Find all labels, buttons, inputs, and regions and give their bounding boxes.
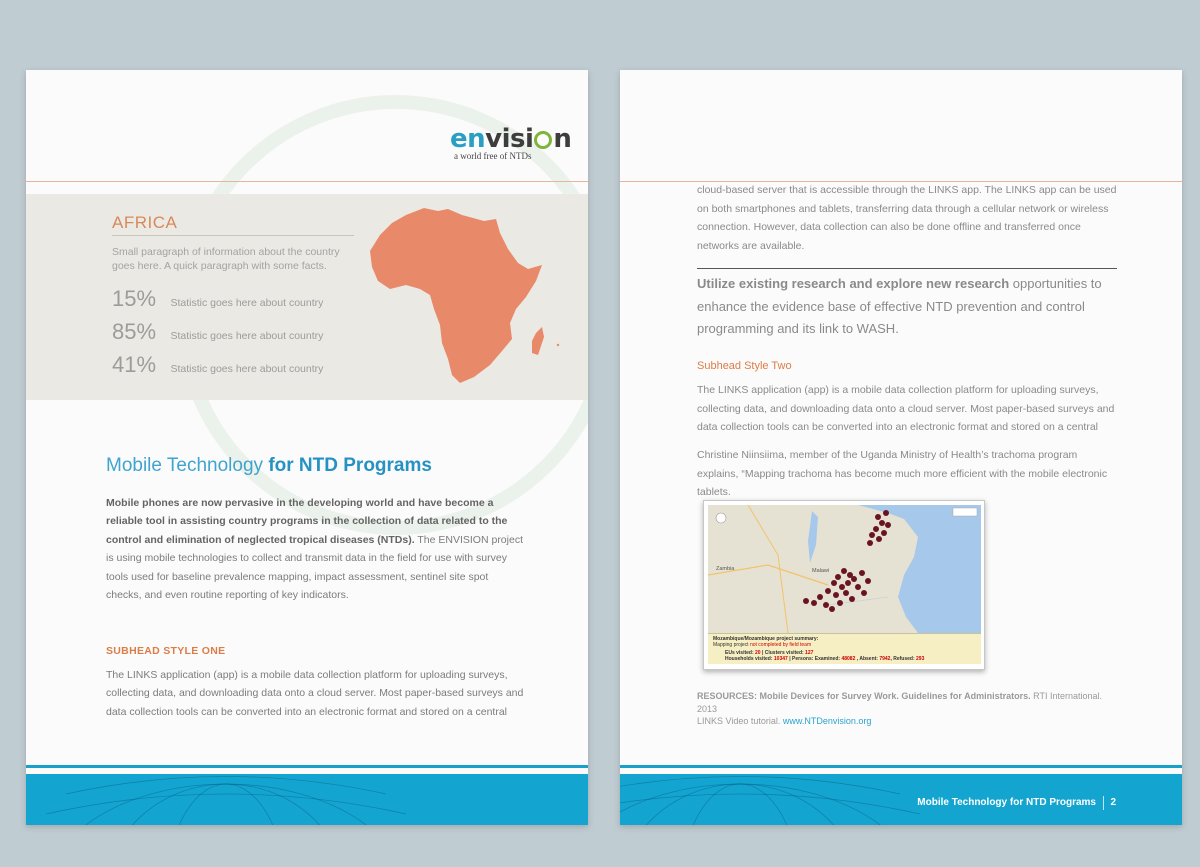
stat-label: Statistic goes here about country <box>170 330 324 342</box>
resources-link[interactable]: www.NTDenvision.org <box>782 716 872 726</box>
summary-row: Households visited: 10347 | Persons: Examined: 48082 , Absent: 7942, Refused: 293 <box>725 656 925 662</box>
survey-map-screenshot <box>703 500 985 670</box>
footer-band <box>620 774 1182 825</box>
footer-band <box>26 774 588 825</box>
stat-value: 85% <box>112 319 157 344</box>
stat-row <box>112 286 323 312</box>
footer-thin-bar <box>26 765 588 768</box>
subhead-one-body: The LINKS application (app) is a mobile data collection platform for uploading surveys, collecting data, and downloading data onto a cloud server. Most paper-based surveys and data collection tools can be converted into an electronic format and stored on a central <box>106 669 524 718</box>
intro-rest: The ENVISION project is using mobile technologies to collect and transmit data in the field for use with survey tools used for baseline prevalence mapping, impact assessment, sentinel site spot checks, and even routine reporting of key indicators. <box>106 533 523 602</box>
callout-rest: opportunities to enhance the evidence base of effective NTD prevention and control programming and its link to WASH. <box>697 276 1102 336</box>
callout-bold: Utilize existing research and explore new research <box>697 276 1010 291</box>
intro-bold: Mobile phones are now pervasive in the developing world and have become a reliable tool in assisting country programs in the collection of data related to the control and elimination of neglected tropical diseases (NTDs). <box>106 497 508 546</box>
stat-value: 41% <box>112 352 157 377</box>
stat-label: Statistic goes here about country <box>170 297 324 309</box>
subhead-style-one: SUBHEAD STYLE ONE <box>106 645 226 657</box>
stat-label: Statistic goes here about country <box>170 363 324 375</box>
resources-title: Mobile Devices for Survey Work. Guidelines for Administrators. <box>759 691 1031 701</box>
africa-panel <box>26 194 588 400</box>
envision-logo <box>450 125 580 161</box>
footer-page-number: 2 <box>1110 797 1116 808</box>
map-graphic <box>708 505 981 633</box>
logo-n: n <box>553 124 572 154</box>
globe-pattern-icon <box>620 774 1182 825</box>
callout-rule <box>697 268 1117 269</box>
callout-text <box>697 273 1107 341</box>
main-title-bold: for NTD Programs <box>268 455 432 476</box>
africa-map-icon <box>366 205 566 393</box>
logo-tagline: a world free of NTDs <box>454 151 532 161</box>
summary-subtitle: Mapping project not completed by field team <box>713 642 812 648</box>
africa-title-underline <box>112 235 354 236</box>
footer-title: Mobile Technology for NTD Programs <box>917 797 1096 808</box>
map-label-malawi: Malawi <box>812 568 830 574</box>
main-title-light: Mobile Technology <box>106 455 264 476</box>
map-area <box>708 505 981 633</box>
footer-thin-bar <box>620 765 1182 768</box>
subhead-style-two: Subhead Style Two <box>697 360 792 372</box>
page-one <box>26 70 588 825</box>
logo-en: en <box>450 124 486 154</box>
madagascar-shape <box>532 327 544 355</box>
globe-pattern-icon <box>26 774 588 825</box>
stat-value: 15% <box>112 286 157 311</box>
stat-row <box>112 319 323 345</box>
continued-paragraph: cloud-based server that is accessible through the LINKS app. The LINKS app can be used on both smartphones and tablets, transferring data through a cellular network or wireless connection. However, data collection can also be done offline and transferred once networks are available. <box>697 184 1117 252</box>
logo-visi: visi <box>485 124 534 154</box>
page-two <box>620 70 1182 825</box>
footer-divider <box>1103 796 1104 810</box>
resources-rest: RTI International. 2013 <box>697 691 1102 714</box>
resources-line2: LINKS Video tutorial. <box>697 716 781 726</box>
header-rule <box>26 181 588 182</box>
logo-ring-icon <box>534 131 552 149</box>
summary-title: Mozambique/Mozambique project summary: <box>713 636 819 642</box>
resources-block <box>697 690 1117 728</box>
stat-row <box>112 352 323 378</box>
africa-description: Small paragraph of information about the country goes here. A quick paragraph with some facts. <box>112 246 340 272</box>
map-label-zambia: Zambia <box>716 566 735 572</box>
subhead-two-body: The LINKS application (app) is a mobile data collection platform for uploading surveys, collecting data, and downloading data onto a cloud server. Most paper-based surveys and data collection tools can be converted into an electronic format and stored on a central <box>697 384 1115 433</box>
summary-row: EUs visited: 20 | Clusters visited: 127 <box>725 650 814 656</box>
main-title <box>106 455 432 477</box>
intro-paragraph <box>106 494 524 604</box>
quote-paragraph: Christine Niinsiima, member of the Uganda Ministry of Health’s trachoma program explains, “Mapping trachoma has become much more efficient with the mobile electronic tablets. <box>697 449 1108 498</box>
map-summary-panel <box>708 633 981 664</box>
resources-label: RESOURCES: <box>697 691 758 701</box>
africa-title: AFRICA <box>112 213 178 232</box>
